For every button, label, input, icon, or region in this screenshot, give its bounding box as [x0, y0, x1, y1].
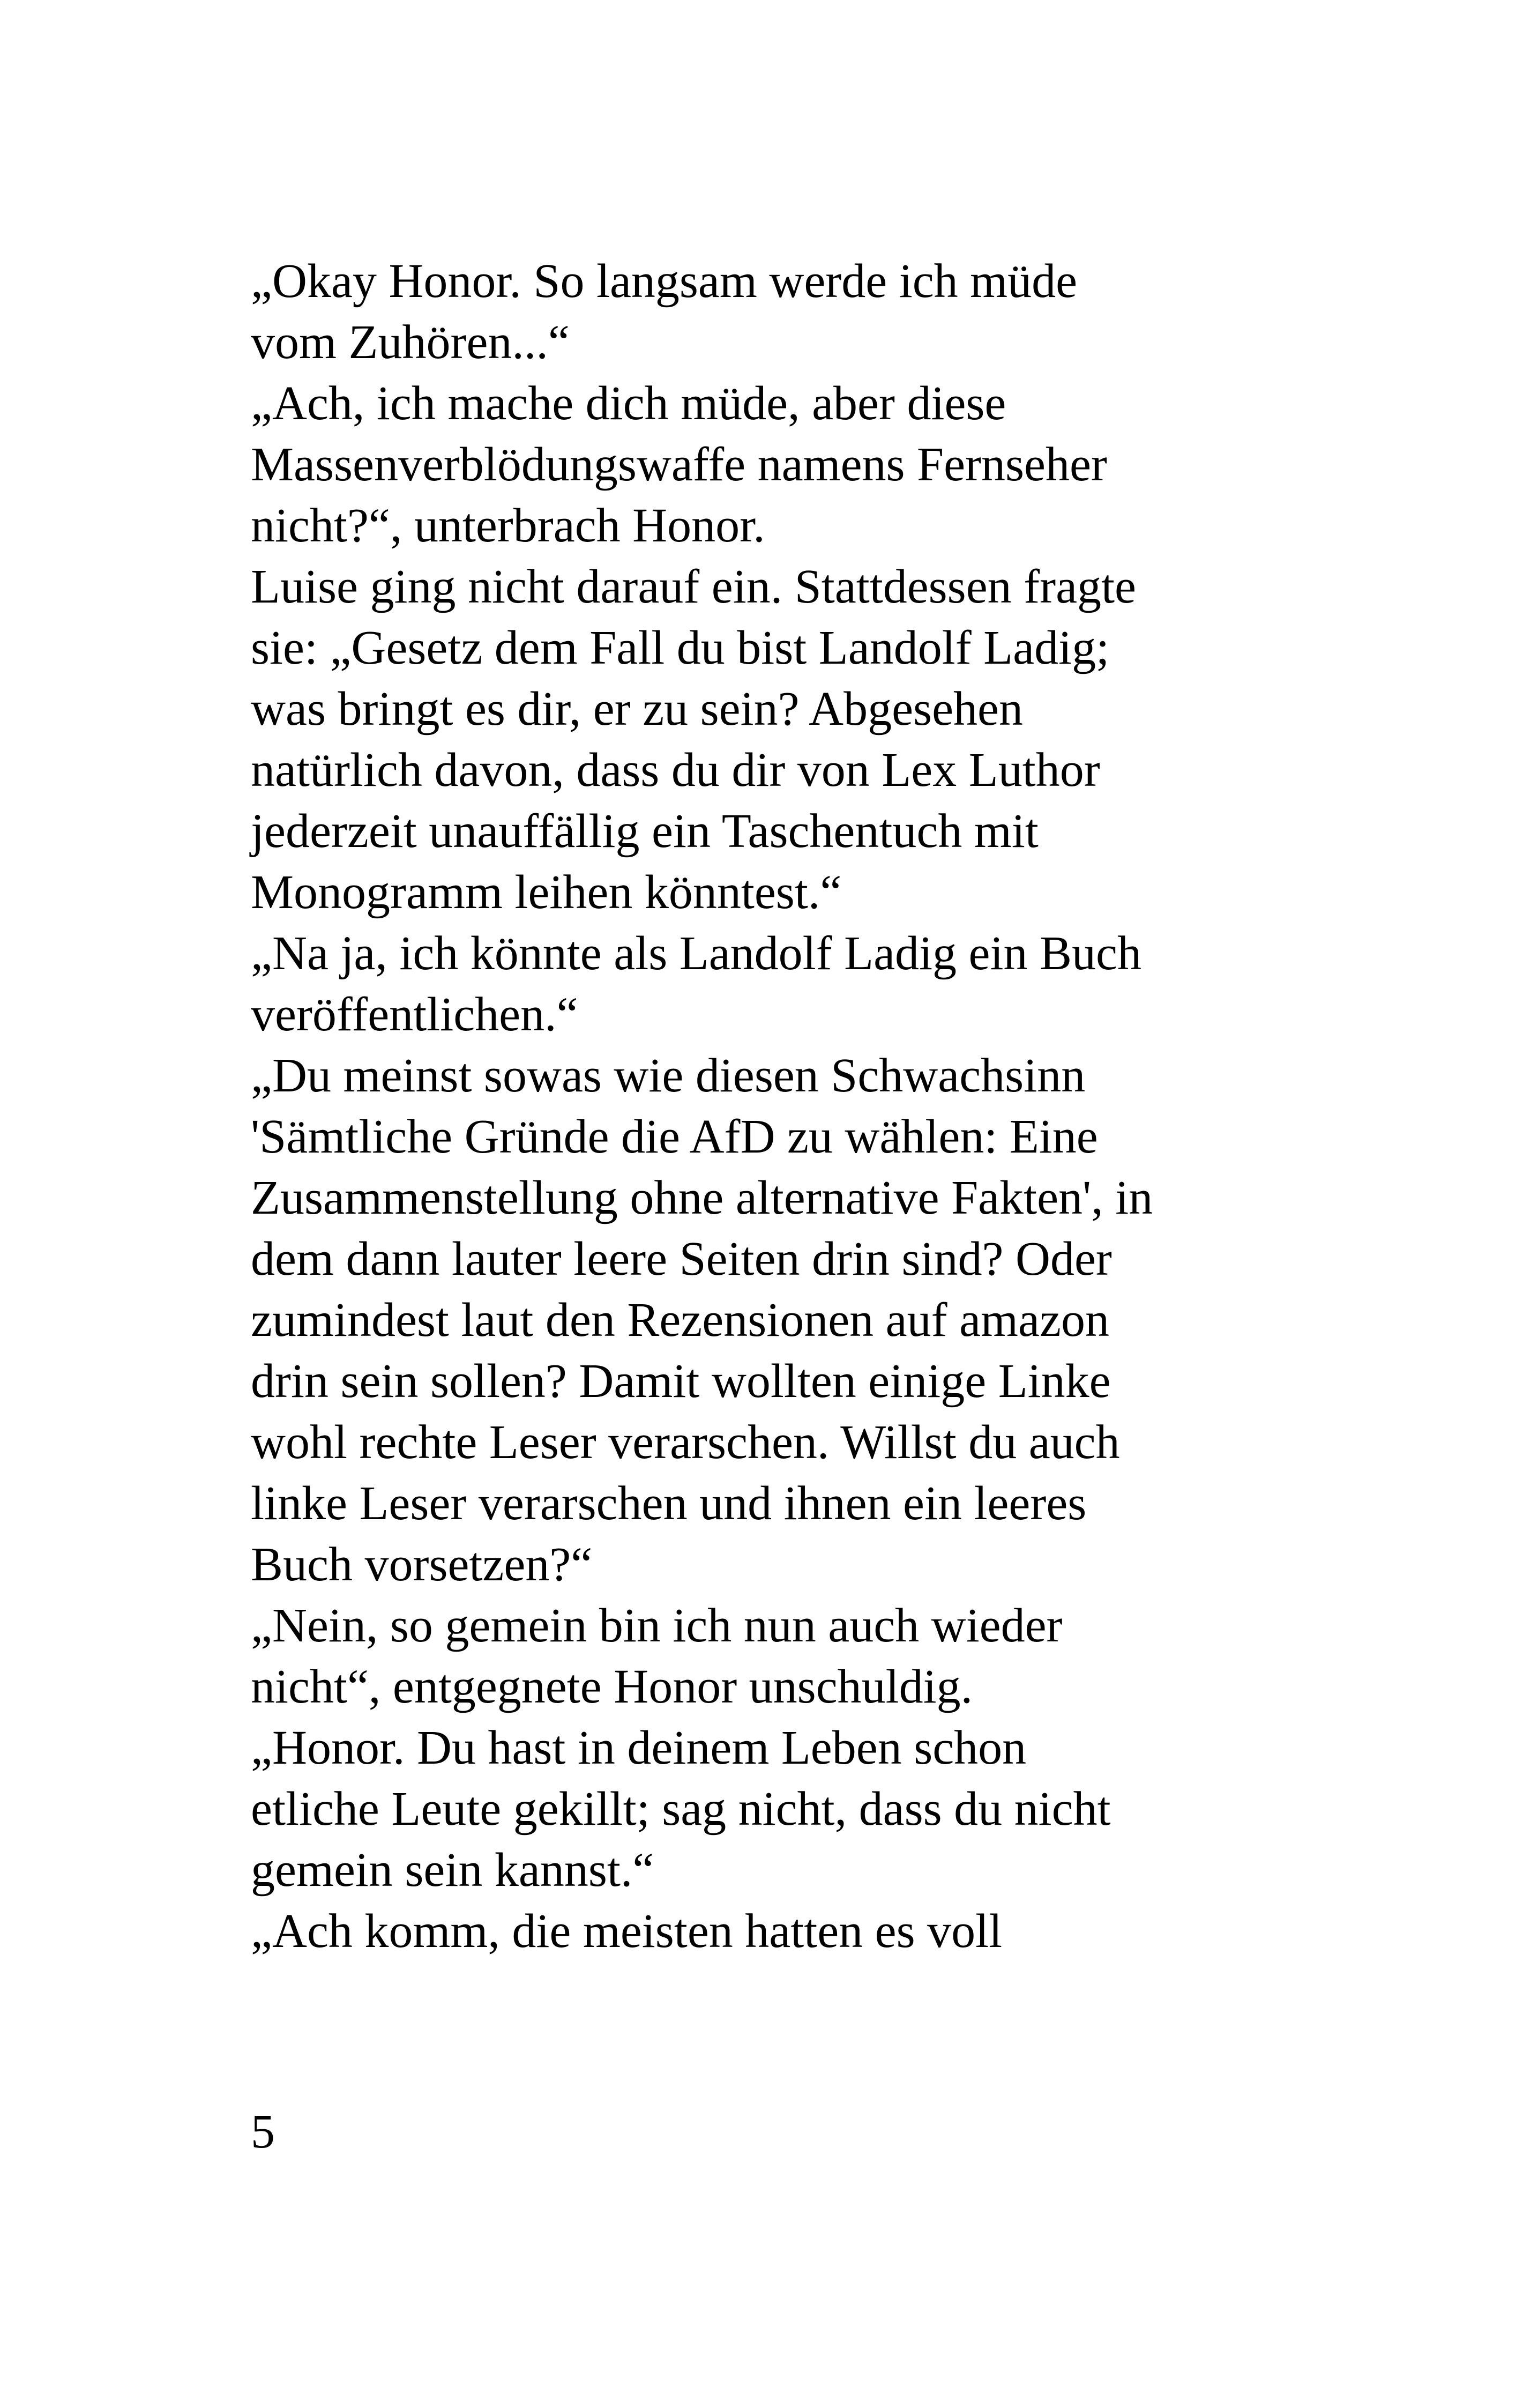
text-line: jederzeit unauffällig ein Taschentuch mit	[251, 805, 1039, 858]
text-line: „Ach komm, die meisten hatten es voll	[251, 1905, 1003, 1958]
page-number: 5	[251, 2105, 275, 2158]
text-line: zumindest laut den Rezensionen auf amazon	[251, 1294, 1109, 1347]
text-line: vom Zuhören...“	[251, 316, 570, 369]
text-line: Massenverblödungswaffe namens Fernseher	[251, 438, 1107, 491]
text-line: Luise ging nicht darauf ein. Stattdessen fragte	[251, 560, 1136, 613]
text-line: veröffentlichen.“	[251, 988, 578, 1041]
text-line: „Du meinst sowas wie diesen Schwachsinn	[251, 1049, 1086, 1102]
text-line: Buch vorsetzen?“	[251, 1538, 593, 1591]
text-line: nicht?“, unterbrach Honor.	[251, 499, 765, 552]
text-line: gemein sein kannst.“	[251, 1844, 654, 1897]
text-line: drin sein sollen? Damit wollten einige Linke	[251, 1355, 1111, 1408]
text-line: 'Sämtliche Gründe die AfD zu wählen: Eine	[251, 1110, 1098, 1163]
text-line: dem dann lauter leere Seiten drin sind? Oder	[251, 1232, 1112, 1285]
text-line: linke Leser verarschen und ihnen ein leeres	[251, 1477, 1087, 1530]
text-line: „Honor. Du hast in deinem Leben schon	[251, 1721, 1027, 1774]
text-line: „Okay Honor. So langsam werde ich müde	[251, 255, 1078, 308]
text-line: sie: „Gesetz dem Fall du bist Landolf Ladig;	[251, 621, 1110, 674]
text-line: wohl rechte Leser verarschen. Willst du auch	[251, 1416, 1120, 1469]
text-line: „Na ja, ich könnte als Landolf Ladig ein Buch	[251, 927, 1141, 980]
text-line: Zusammenstellung ohne alternative Fakten', in	[251, 1171, 1153, 1224]
body-text	[251, 251, 1323, 1962]
text-line: „Nein, so gemein bin ich nun auch wieder	[251, 1599, 1063, 1652]
text-line: „Ach, ich mache dich müde, aber diese	[251, 377, 1006, 430]
text-line: Monogramm leihen könntest.“	[251, 866, 842, 919]
text-line: nicht“, entgegnete Honor unschuldig.	[251, 1660, 973, 1713]
text-line: was bringt es dir, er zu sein? Abgesehen	[251, 682, 1023, 735]
text-line: etliche Leute gekillt; sag nicht, dass du nicht	[251, 1782, 1111, 1835]
text-line: natürlich davon, dass du dir von Lex Luthor	[251, 744, 1100, 797]
